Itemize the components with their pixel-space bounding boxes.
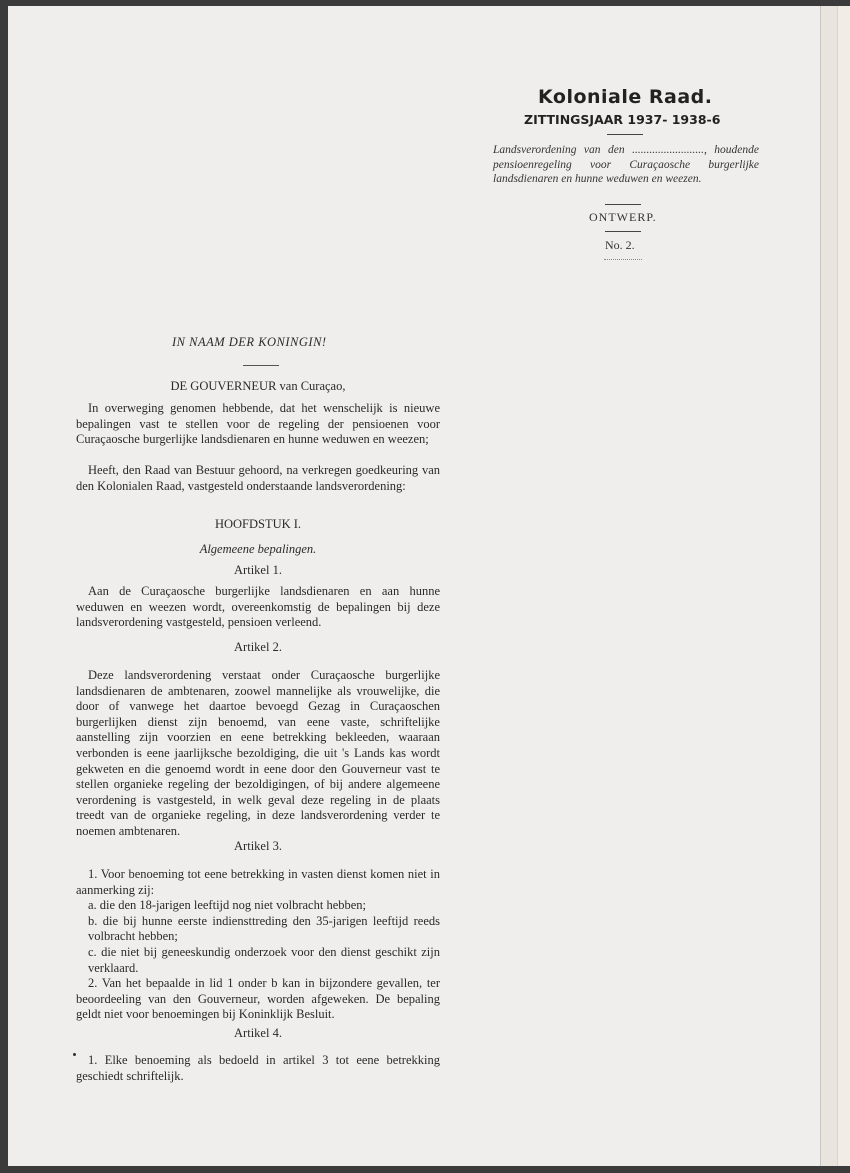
article-1 (76, 563, 440, 579)
draft-label: ONTWERP. (589, 210, 657, 224)
chapter-block (76, 517, 440, 533)
section-divider (243, 365, 279, 366)
chapter-subtitle: Algemeene bepalingen. (199, 542, 317, 556)
governor-heading: DE GOUVERNEUR van Curaçao, (170, 379, 346, 393)
adjacent-page-edge (820, 6, 850, 1166)
council-title: Koloniale Raad. (538, 86, 713, 108)
preamble-paragraph: Heeft, den Raad van Bestuur gehoord, na verkregen goedkeuring van den Kolonialen Raad, vastgesteld onderstaande landsverordening: (76, 463, 440, 493)
article-title: Artikel 2. (234, 640, 282, 654)
article-2 (76, 640, 440, 656)
invocation: IN NAAM DER KONINGIN! (172, 335, 327, 349)
article-title: Artikel 4. (234, 1026, 282, 1040)
article-paragraph: 2. Van het bepaalde in lid 1 onder b kan in bijzondere gevallen, ter beoordeeling van den Gouverneur, worden afgeweken. De bepaling geldt niet voor benoemingen bij Koninklijk Besluit. (76, 976, 440, 1022)
header-divider (607, 134, 643, 135)
governor-line (76, 379, 440, 395)
list-item: b. die bij hunne eerste indiensttreding den 35-jarigen leeftijd reeds volbracht hebben; (88, 913, 440, 944)
chapter-subtitle-block (76, 542, 440, 558)
article-title: Artikel 3. (234, 839, 282, 853)
ordinance-description: Landsverordening van den ........................., houdende pensioenregeling voor Curaçaosche burgerlijke landsdienaren en hunne weduwen en weezen. (493, 144, 759, 185)
list-item: c. die niet bij geneeskundig onderzoek voor den dienst geschikt zijn verklaard. (88, 944, 440, 975)
header-divider (605, 231, 641, 232)
preamble-block (76, 401, 440, 448)
document-number: No. 2. (605, 238, 635, 252)
article-4-body (76, 1053, 440, 1084)
dotted-rule (604, 259, 642, 260)
article-title: Artikel 1. (234, 563, 282, 577)
preamble-paragraph: In overweging genomen hebbende, dat het wenschelijk is nieuwe bepalingen vast te stellen voor de regeling der pensioenen voor Curaçaosche burgerlijke landsdienaren en hunne weduwen en weezen; (76, 401, 440, 447)
article-intro: 1. Voor benoeming tot eene betrekking in vasten dienst komen niet in aanmerking zij: (76, 867, 440, 897)
article-text: 1. Elke benoeming als bedoeld in artikel 3 tot eene betrekking geschiedt schriftelijk. (76, 1053, 440, 1083)
article-4 (76, 1026, 440, 1042)
article-text: Aan de Curaçaosche burgerlijke landsdienaren en aan hunne weduwen en weezen wordt, overeenkomstig de bepalingen bij deze landsverordening vastgesteld, pensioen verleend. (76, 584, 440, 630)
article-text: Deze landsverordening verstaat onder Curaçaosche burgerlijke landsdienaren de ambtenaren, zoowel mannelijke als vrouwelijke, die door of vanwege het daartoe bevoegd Gezag in Curaçaoschen burgerlijken dienst zijn benoemd, van eene vaste, schriftelijke aanstelling zijn voorzien en eene betrekking bekleeden, waaraan verbonden is eene jaarlijksche bezoldiging, die uit 's Lands kas wordt gekweten en die genoemd wordt in eene door den Gouverneur vast te stellen organieke regeling der bezoldigingen, of bij andere algemeene verordening is vastgesteld, in welk geval deze regeling in de plaats treedt van de organieke regeling, in deze landsverordening verder te noemen ambtenaren. (76, 668, 440, 838)
chapter-title: HOOFDSTUK I. (214, 517, 302, 531)
preamble-block (76, 463, 440, 494)
session-year: ZITTINGSJAAR 1937- 1938-6 (524, 112, 721, 127)
header-divider (605, 204, 641, 205)
margin-mark (73, 1053, 76, 1056)
article-3 (76, 839, 440, 855)
article-1-body (76, 584, 440, 631)
list-item: a. die den 18-jarigen leeftijd nog niet volbracht hebben; (88, 898, 367, 913)
article-3-body (76, 867, 440, 1023)
article-2-body (76, 668, 440, 840)
